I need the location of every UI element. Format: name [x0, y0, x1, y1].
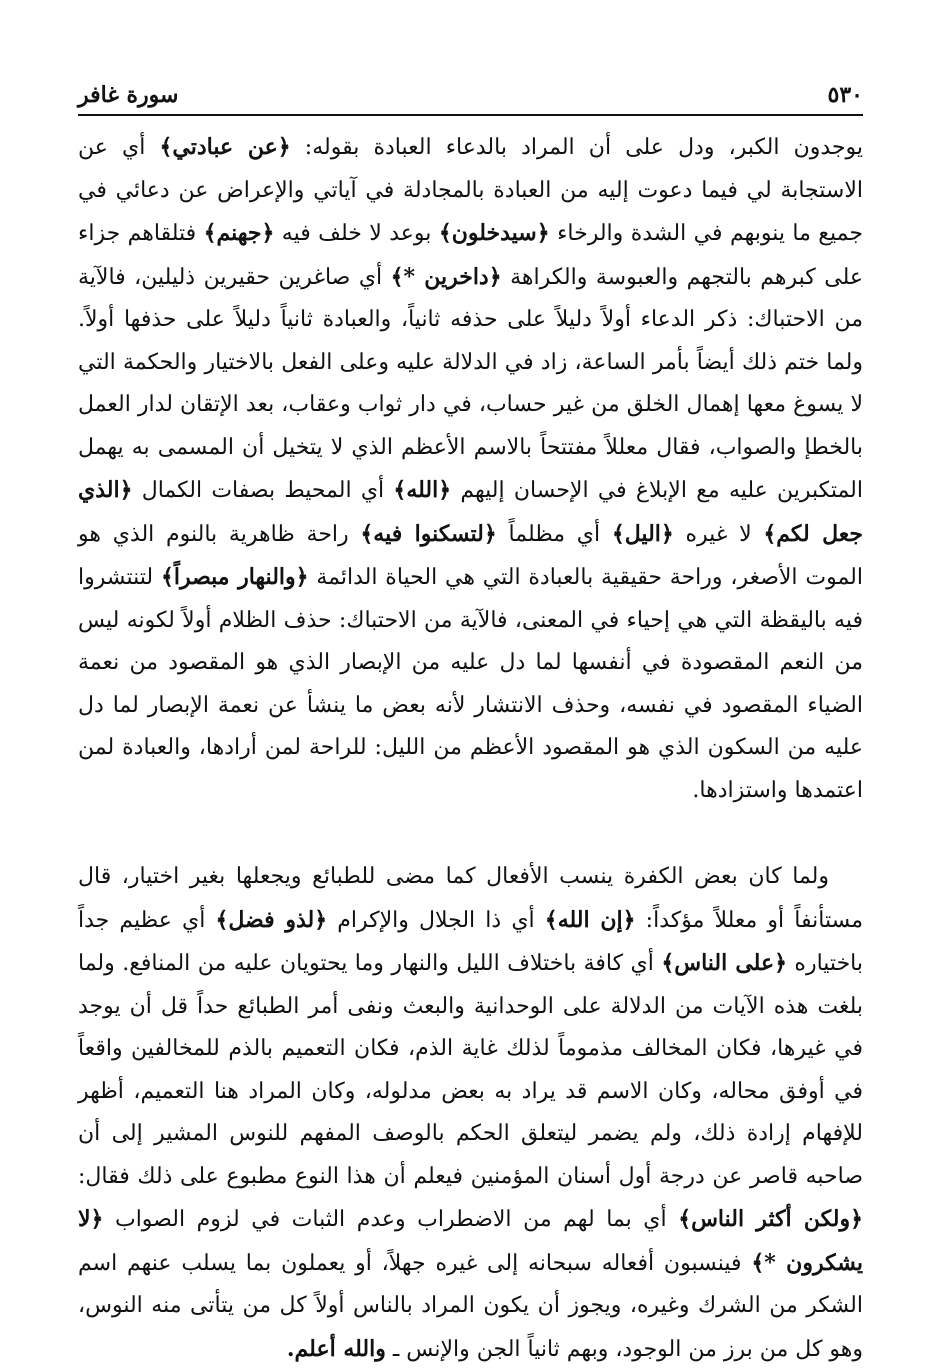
quran-quote: ﴿لذو فضل﴾	[215, 906, 328, 933]
page-number: ٥٣٠	[827, 82, 863, 108]
text-segment: لتنتشروا فيه باليقظة التي هي إحياء في المعنى، فالآية من الاحتباك: حذف الظلام أولاً لكونه ليس من النعم المقصودة في أنفسها لما دل عليه من الإبصار الذي هو المقصود من نعمة الضياء المقصود في نفسه، وحذف الانتشار لأنه بعض ما ينشأ عن نعمة الإبصار لما دل عليه من السكون الذي هو المقصود الأعظم من الليل: للراحة لمن أرادها، والعبادة لمن اعتمدها واستزادها.	[78, 565, 863, 803]
quran-quote: ﴿داخرين *﴾	[390, 263, 502, 290]
text-segment: أي صاغرين حقيرين ذليلين، فالآية من الاحتباك: ذكر الدعاء أولاً دليلاً على حذفه ثانياً، والعبادة ثانياً دليلاً على حذفها أولاً. ولما ختم ذلك أيضاً بأمر الساعة، زاد في الدلالة عليه وعلى الفعل بالاختيار والحكمة التي لا يسوغ معها إهمال الخلق من غير حساب، في دار ثواب وعقاب، بعد الإتقان لدار العمل بالخطإ والصواب، فقال معللاً مفتتحاً بالاسم الأعظم الذي لا يتخيل أن المسمى به يهمل المتكبرين عليه مع الإبلاغ في الإحسان إليهم	[78, 264, 863, 503]
quran-quote: ﴿إن الله﴾	[544, 906, 636, 933]
quran-quote: ﴿اليل﴾	[611, 520, 674, 547]
quran-quote: ﴿الذي جعل لكم﴾	[78, 477, 864, 547]
page-header	[78, 78, 863, 116]
text-segment: فتلقاهم جزاء على كبرهم بالتجهم والعبوسة والكراهة	[78, 221, 863, 290]
text-segment: أي مظلماً	[496, 521, 612, 547]
text-segment: لا غيره	[673, 521, 764, 547]
text-segment: أي كافة باختلاف الليل والنهار وما يحتويان عليه من المنافع. ولما بلغت هذه الآيات من الدلالة على الوحدانية والبعث ونفى أمر الطبائع حداً قل أن يوجد في غيرها، فكان المخالف مذموماً لذلك غاية الذم، فكان التعميم بالذم للمخالفين واقعاً في أوفق محاله، وكان الاسم قد يراد به بعض مدلوله، وكان المراد هنا التعميم، أظهر للإفهام إرادة ذلك، ولم يضمر ليتعلق الحكم بالوصف المفهم للنوس المشير إلى أن صاحبه قاصر عن درجة أول أسنان المؤمنين فيعلم أن هذا النوع مطبوع على ذلك فقال:	[78, 951, 863, 1189]
quran-quote: ﴿والنهار مبصراً﴾	[160, 564, 309, 590]
text-segment: أي بما لهم من الاضطراب وعدم الثبات في لزوم الصواب	[103, 1207, 679, 1232]
text-segment: أي ذا الجلال والإكرام	[327, 907, 545, 933]
quran-quote: ﴿ولكن أكثر الناس﴾	[678, 1206, 863, 1232]
quran-quote: ﴿الله﴾	[393, 477, 452, 503]
paragraph	[78, 856, 863, 1371]
quran-quote: ﴿سيدخلون﴾	[438, 220, 550, 246]
text-segment: أي عن الاستجابة لي فيما دعوت إليه من العبادة بالمجادلة في آياتي والإعراض عن دعائي في جميع ما ينوبهم في الشدة والرخاء	[78, 135, 863, 246]
main-text	[78, 126, 863, 1371]
text-segment: فينسبون أفعاله سبحانه إلى غيره جهلاً، أو يعملون بما يسلب عنهم اسم الشكر من الشرك وغيره، ويجوز أن يكون المراد بالناس أولاً كل من يتأتى منه النوس، وهو كل من برز من الوجود، وبهم ثانياً الجن والإنس ـ	[78, 1250, 863, 1362]
quran-quote: ﴿على الناس﴾	[661, 950, 787, 976]
text-segment: راحة ظاهرية بالنوم الذي هو الموت الأصغر، وراحة حقيقية بالعبادة التي هي الحياة الدائمة	[78, 521, 863, 590]
text-segment: يوجدون الكبر، ودل على أن المراد بالدعاء العبادة بقوله:	[290, 135, 863, 160]
text-segment: بوعد لا خلف فيه	[274, 221, 439, 246]
quran-quote: ﴿عن عبادتي﴾	[159, 134, 291, 160]
text-segment: أي عظيم جداً باختياره	[78, 907, 863, 976]
quran-quote: ﴿جهنم﴾	[203, 220, 275, 246]
text-segment: أي المحيط بصفات الكمال	[132, 478, 394, 503]
paragraph	[78, 126, 863, 812]
text-segment: ولما كان بعض الكفرة ينسب الأفعال كما مضى للطبائع ويجعلها بغير اختيار، قال مستأنفاً أو معللاً مؤكداً:	[78, 864, 864, 933]
surah-title: سورة غافر	[78, 82, 179, 108]
quran-quote: والله أعلم.	[286, 1335, 386, 1362]
quran-quote: ﴿لا يشكرون *﴾	[78, 1206, 863, 1276]
quran-quote: ﴿لتسكنوا فيه﴾	[360, 520, 497, 547]
